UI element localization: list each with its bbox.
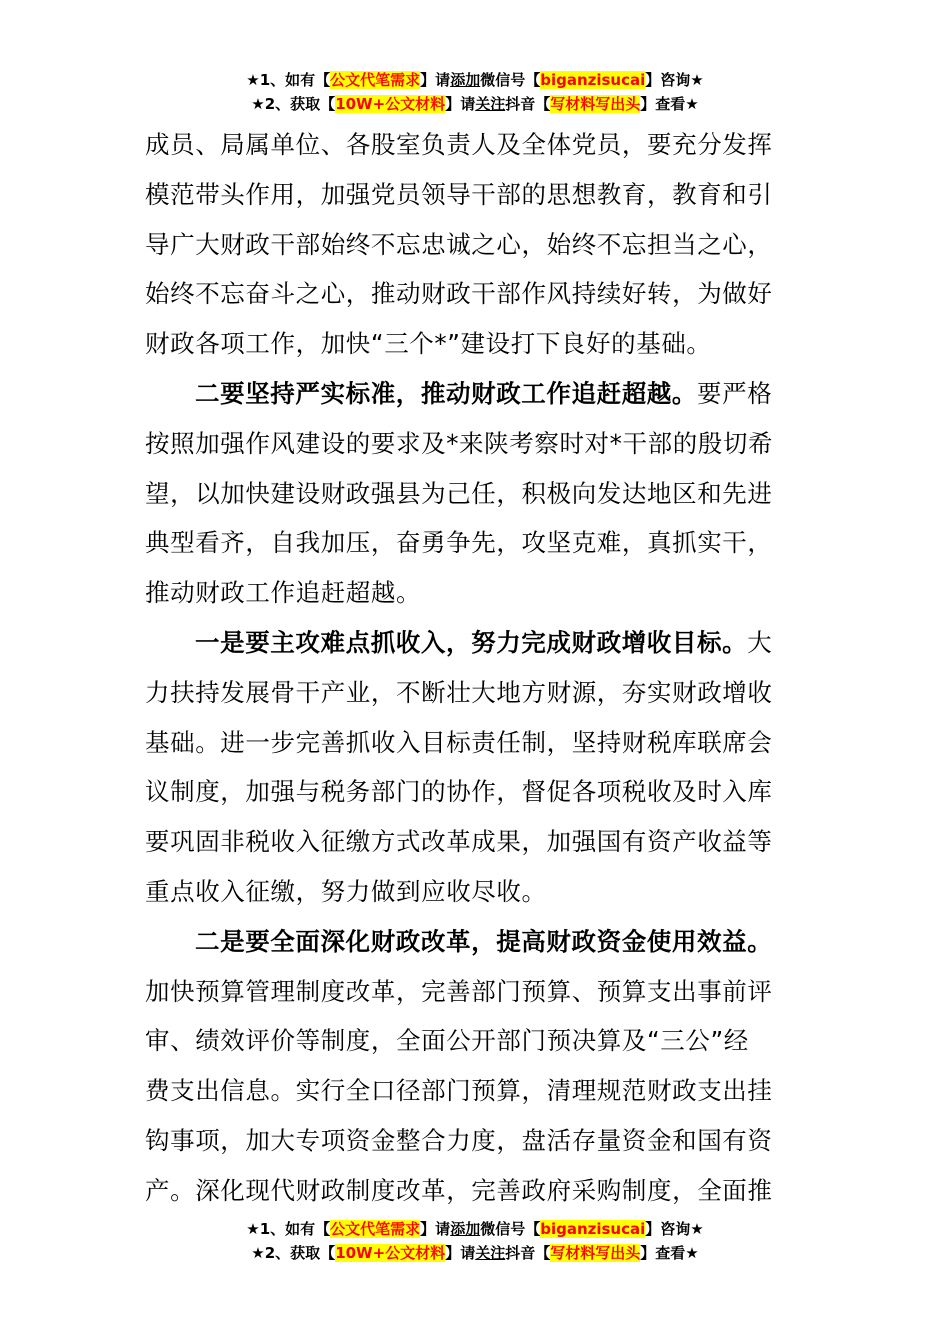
line-text: 费支出信息。实行全口径部门预算，清理规范财政支出挂 <box>145 1076 773 1106</box>
line-text: 议制度，加强与税务部门的协作，督促各项税收及时入库 <box>145 777 773 807</box>
banner-underlined: 关注 <box>475 95 506 113</box>
line-text: 重点收入征缴，努力做到应收尽收。 <box>145 876 547 906</box>
document-body <box>145 120 809 1216</box>
line-text: 导广大财政干部始终不忘忠诚之心，始终不忘担当之心， <box>145 229 773 259</box>
line-text: 始终不忘奋斗之心，推动财政干部作风持续好转，为做好 <box>145 279 773 309</box>
body-line <box>145 1166 809 1216</box>
banner-prefix: ★2、获取【 <box>251 95 336 113</box>
banner-underlined: 关注 <box>475 1244 506 1262</box>
line-text: 要巩固非税收入征缴方式改革成果，加强国有资产收益等 <box>145 827 773 857</box>
banner-text: 抖音【 <box>505 1244 551 1262</box>
banner-line-2 <box>0 1241 950 1265</box>
banner-line-1 <box>0 68 950 92</box>
banner-highlight: biganzisucai <box>540 71 646 89</box>
banner-highlight: 10W+公文材料 <box>335 1244 446 1262</box>
line-text: 推动财政工作追赶超越。 <box>145 578 422 608</box>
top-banner <box>0 68 950 116</box>
banner-text: 微信号【 <box>480 1220 541 1238</box>
body-line <box>145 867 809 917</box>
paragraph-heading-line <box>145 369 809 419</box>
banner-text: 】请 <box>420 1220 451 1238</box>
body-line <box>145 967 809 1017</box>
body-line <box>145 120 809 170</box>
banner-line-1 <box>0 1217 950 1241</box>
banner-suffix: 】查看★ <box>640 95 699 113</box>
body-line <box>145 419 809 469</box>
paragraph-heading-line <box>145 917 809 967</box>
banner-suffix: 】咨询★ <box>645 1220 704 1238</box>
banner-text: 】请 <box>420 71 451 89</box>
banner-highlight: 公文代笔需求 <box>330 71 421 89</box>
body-line <box>145 518 809 568</box>
banner-prefix: ★1、如有【 <box>246 71 331 89</box>
line-text: 基础。进一步完善抓收入目标责任制，坚持财税库联席会 <box>145 727 773 757</box>
banner-highlight: 写材料写出头 <box>550 1244 641 1262</box>
line-text: 财政各项工作，加快“三个*”建设打下良好的基础。 <box>145 329 712 359</box>
banner-suffix: 】查看★ <box>640 1244 699 1262</box>
banner-highlight: 10W+公文材料 <box>335 95 446 113</box>
line-text: 钩事项，加大专项资金整合力度，盘活存量资金和国有资 <box>145 1125 773 1155</box>
body-line <box>145 1066 809 1116</box>
body-line <box>145 319 809 369</box>
line-text: 审、绩效评价等制度，全面公开部门预决算及“三公”经 <box>145 1026 749 1056</box>
banner-text: 】请 <box>445 1244 476 1262</box>
banner-highlight: 写材料写出头 <box>550 95 641 113</box>
banner-text: 微信号【 <box>480 71 541 89</box>
line-text: 成员、局属单位、各股室负责人及全体党员，要充分发挥 <box>145 130 773 159</box>
banner-highlight: biganzisucai <box>540 1220 646 1238</box>
body-line <box>145 469 809 519</box>
line-text: 大 <box>747 627 773 657</box>
body-line <box>145 817 809 867</box>
body-line <box>145 1116 809 1166</box>
bottom-banner <box>0 1217 950 1265</box>
body-line <box>145 767 809 817</box>
banner-text: 抖音【 <box>505 95 551 113</box>
banner-line-2 <box>0 92 950 116</box>
body-line <box>145 668 809 718</box>
paragraph-heading: 一是要主攻难点抓收入，努力完成财政增收目标。 <box>195 627 748 657</box>
line-text: 产。深化现代财政制度改革，完善政府采购制度，全面推 <box>145 1175 773 1205</box>
banner-underlined: 添加 <box>450 1220 481 1238</box>
line-text: 力扶持发展骨干产业，不断壮大地方财源，夯实财政增收 <box>145 677 773 707</box>
body-line <box>145 170 809 220</box>
paragraph-heading: 二要坚持严实标准，推动财政工作追赶超越。 <box>195 378 697 408</box>
body-line <box>145 1016 809 1066</box>
body-line <box>145 718 809 768</box>
banner-prefix: ★1、如有【 <box>246 1220 331 1238</box>
banner-highlight: 公文代笔需求 <box>330 1220 421 1238</box>
line-text: 模范带头作用，加强党员领导干部的思想教育，教育和引 <box>145 179 773 209</box>
body-line <box>145 269 809 319</box>
line-text: 要严格 <box>697 378 773 408</box>
paragraph-heading-line <box>145 618 809 668</box>
line-text: 典型看齐，自我加压，奋勇争先，攻坚克难，真抓实干， <box>145 528 773 558</box>
line-text: 加快预算管理制度改革，完善部门预算、预算支出事前评 <box>145 976 773 1006</box>
banner-prefix: ★2、获取【 <box>251 1244 336 1262</box>
line-text: 按照加强作风建设的要求及*来陕考察时对*干部的殷切希 <box>145 428 774 458</box>
banner-suffix: 】咨询★ <box>645 71 704 89</box>
body-line <box>145 568 809 618</box>
paragraph-heading: 二是要全面深化财政改革，提高财政资金使用效益。 <box>195 926 773 956</box>
line-text: 望，以加快建设财政强县为己任，积极向发达地区和先进 <box>145 478 773 508</box>
body-line <box>145 220 809 270</box>
banner-underlined: 添加 <box>450 71 481 89</box>
banner-text: 】请 <box>445 95 476 113</box>
